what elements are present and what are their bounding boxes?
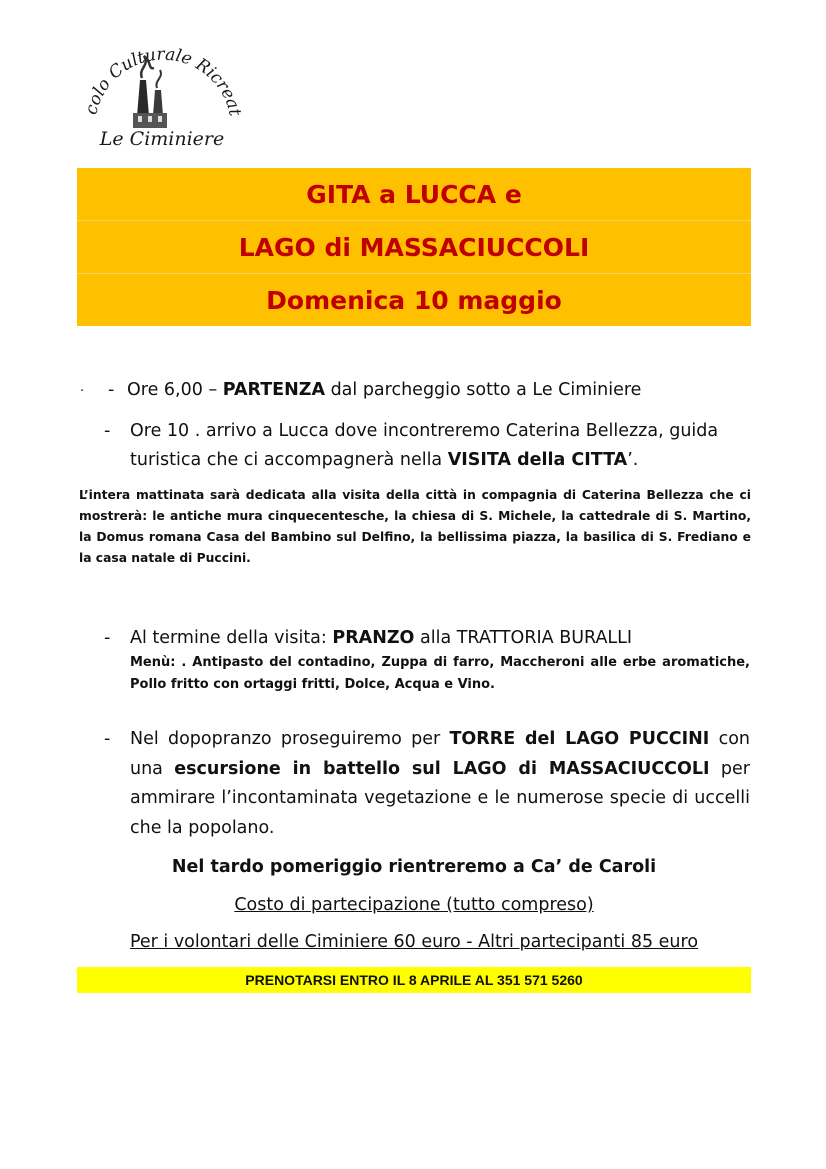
cost-heading: Costo di partecipazione (tutto compreso) [234, 895, 594, 915]
booking-banner: PRENOTARSI ENTRO IL 8 APRILE AL 351 571 5260 [77, 967, 751, 993]
departure-line: Ore 6,00 – PARTENZA dal parcheggio sotto a Le Ciminiere [127, 380, 642, 400]
logo-arc-text: colo Culturale Ricreat [81, 44, 245, 118]
cost-prices: Per i volontari delle Ciminiere 60 euro - Altri partecipanti 85 euro [129, 932, 699, 952]
banner-line-2: LAGO di MASSACIUCCOLI [77, 221, 751, 274]
bullet-dash: - [104, 729, 111, 749]
return-line: Nel tardo pomeriggio rientreremo a Ca’ de Caroli [171, 857, 657, 877]
bullet-dash: - [104, 628, 111, 648]
logo [78, 18, 246, 154]
chimney-logo-icon [78, 18, 246, 133]
list-marker: . [80, 380, 85, 395]
bullet-dash: - [108, 380, 115, 400]
lunch-menu: Menù: . Antipasto del contadino, Zuppa di farro, Maccheroni alle erbe aromatiche, Pollo fritto con ortaggi fritti, Dolce, Acqua e Vino. [130, 655, 750, 692]
lunch-line: Al termine della visita: PRANZO alla TRATTORIA BURALLI [130, 628, 633, 648]
arrival-line-2: turistica che ci accompagnerà nella VISITA della CITTA’. [130, 450, 639, 470]
arrival-line-1: Ore 10 . arrivo a Lucca dove incontreremo Caterina Bellezza, guida [130, 421, 719, 441]
banner-line-1: GITA a LUCCA e [77, 168, 751, 221]
afternoon-description: Nel dopopranzo proseguiremo per TORRE del LAGO PUCCINI con una escursione in battello sul LAGO di MASSACIUCCOLI per ammirare l’incontaminata vegetazione e le numerose specie di uccelli che la popolano. [130, 729, 750, 838]
banner-line-3: Domenica 10 maggio [266, 285, 562, 315]
bullet-dash: - [104, 421, 111, 441]
morning-description: L’intera mattinata sarà dedicata alla visita della città in compagnia di Caterina Bellezza che ci mostrerà: le antiche mura cinquecentesche, la chiesa di S. Michele, la cattedrale di S. Martino, la Domus romana Casa del Bambino sul Delfino, la bellissima piazza, la basilica di S. Frediano e la casa natale di Puccini. [79, 488, 751, 565]
title-banner [77, 168, 751, 326]
logo-name: Le Ciminiere [99, 128, 225, 150]
